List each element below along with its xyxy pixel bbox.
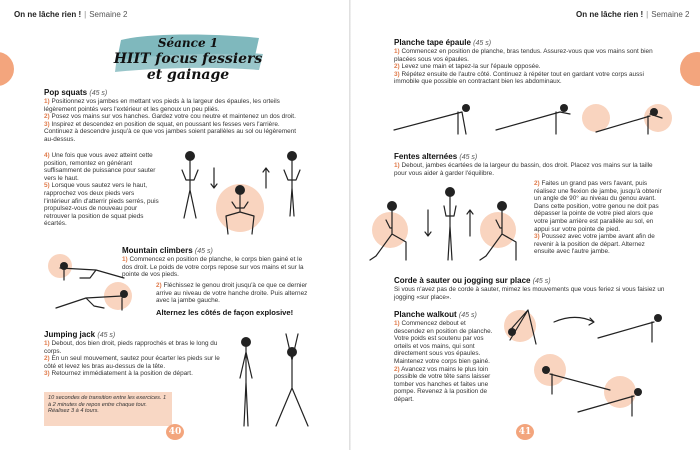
page-number-left: 40	[166, 424, 184, 440]
exercise-title-planche-tape-epaule: Planche tape épaule (45 s)	[394, 38, 492, 47]
side-tab-decoration	[680, 52, 700, 86]
jumping-jack-steps	[44, 340, 220, 378]
step: 1) Commencez en position de planche, bras tendus. Assurez-vous que vos mains sont bien placées sous vos épaules.	[394, 48, 653, 63]
exercise-title-jumping-jack: Jumping jack (45 s)	[44, 330, 116, 339]
step: 2) Levez une main et tapez-la sur l'épaule opposée.	[394, 63, 541, 71]
jumping-jack-illustration	[228, 330, 318, 434]
figure-plank-a	[598, 314, 662, 342]
page-header-left	[14, 10, 127, 19]
step: 3) Inspirez et descendez en position de squat, en poussant les fesses vers l'arrière. Continuez à descendre jusqu'à ce que vos jambes soient parallèles au sol ou légèrement au-dessus.	[44, 120, 297, 143]
exercise-title-corde-a-sauter: Corde à sauter ou jogging sur place (45 s)	[394, 276, 551, 285]
side-tab-decoration	[0, 52, 14, 86]
pop-squats-illustration	[170, 148, 310, 240]
step: 3) Poussez avec votre jambe avant afin de revenir à la position de départ. Alternez ensuite avec l'autre jambe.	[534, 233, 655, 256]
pop-squats-steps-4-5	[44, 152, 160, 228]
step: 5) Lorsque vous sautez vers le haut, rapprochez vos deux pieds vers l'intérieur afin d'atterrir pieds serrés, puis propulsez-vous de nouveau pour retrouver la position de squat pieds écartés.	[44, 182, 159, 228]
exercise-title-pop-squats: Pop squats (45 s)	[44, 88, 108, 97]
step: 3) Retournez immédiatement à la position de départ.	[44, 370, 193, 378]
fentes-alternees-step-1	[394, 162, 666, 177]
header-title: On ne lâche rien !	[14, 10, 82, 19]
planche-tape-epaule-steps	[394, 48, 666, 86]
figure-arms-down	[240, 337, 252, 426]
transition-note-text: 10 secondes de transition entre les exercices. 1 à 2 minutes de repos entre chaque tour. Réalisez 3 à 4 tours.	[48, 395, 167, 415]
step: 2) Fléchissez le genou droit jusqu'à ce que ce dernier arrive au niveau de votre hanche droite. Puis alternez avec la jambe gauche.	[156, 282, 308, 305]
planche-tape-epaule-illustration	[386, 100, 676, 140]
page-header-right	[576, 10, 689, 19]
header-week: Semaine 2	[89, 10, 128, 19]
step: 1) Commencez en position de planche, le corps bien gainé et le dos droit. Le poids de votre corps repose sur vos mains et sur la pointe de vos pieds.	[122, 256, 304, 279]
pop-squats-steps-1-3	[44, 98, 306, 144]
session-title: Séance 1	[157, 36, 219, 50]
header-week: Semaine 2	[651, 10, 690, 19]
corde-a-sauter-text: Si vous n'avez pas de corde à sauter, mimez les mouvements que vous feriez si vous faisiez un jogging «sur place».	[394, 286, 665, 301]
step: 2) En un seul mouvement, sautez pour écarter les pieds sur le côté et levez les bras au-dessus de la tête.	[44, 355, 220, 370]
step: 1) Positionnez vos jambes en mettant vos pieds à la largeur des épaules, les orteils légèrement pointés vers l'extérieur et les genoux un peu pliés.	[44, 98, 280, 113]
transition-note	[44, 392, 172, 426]
page-number-right: 41	[516, 424, 534, 440]
mountain-climbers-emphasis: Alternez les côtés de façon explosive!	[156, 308, 294, 317]
planche-walkout-illustration	[498, 302, 670, 426]
step: 2) Posez vos mains sur vos hanches. Gardez votre cou neutre et maintenez un dos droit.	[44, 113, 296, 121]
step: 4) Une fois que vous avez atteint cette position, remontez en générant suffisamment de puissance pour sauter vers le haut.	[44, 152, 156, 182]
header-title: On ne lâche rien !	[576, 10, 644, 19]
exercise-title-fentes-alternees: Fentes alternées (45 s)	[394, 152, 478, 161]
header-separator: |	[646, 10, 649, 19]
figure-plank-1	[394, 104, 470, 134]
step: 3) Répétez ensuite de l'autre côté. Continuez à répéter tout en gardant votre corps aussi immobile que possible en contractant bien les abdominaux.	[394, 70, 644, 86]
step: 1) Debout, dos bien droit, pieds rapprochés et bras le long du corps.	[44, 340, 218, 355]
step: 2) Faites un grand pas vers l'avant, puis réalisez une flexion de jambe, jusqu'à obtenir un angle de 90° au niveau du genou avant. Dans cette position, votre genou ne doit pas dépasser la pointe de votre pied alors que votre jambe arrière est parallèle au sol, en appui sur votre pointe de pied.	[534, 180, 662, 233]
right-page	[350, 0, 700, 450]
mountain-climbers-illustration	[36, 252, 148, 318]
session-subtitle: HIIT focus fessiers et gainage	[113, 51, 263, 83]
header-separator: |	[84, 10, 87, 19]
fentes-alternees-steps-2-3	[534, 180, 666, 256]
figure-plank-2	[496, 104, 570, 134]
session-banner	[113, 30, 263, 83]
figure-arms-up	[276, 334, 308, 426]
figure-standing	[444, 187, 456, 260]
mountain-climbers-step-2	[156, 282, 308, 305]
figure-standing-left	[182, 151, 198, 218]
planche-walkout-steps	[394, 320, 494, 404]
exercise-title-mountain-climbers: Mountain climbers (45 s)	[122, 246, 213, 255]
fentes-alternees-illustration	[370, 186, 530, 266]
step: 1) Commencez debout et descendez en position de planche. Votre poids est soutenu par vos orteils et vos mains, qui sont directement sous vos épaules. Maintenez votre corps bien gainé.	[394, 320, 493, 365]
figure-jump	[284, 151, 300, 216]
step: 1) Debout, jambes écartées de la largeur du bassin, dos droit. Placez vos mains sur la taille pour vous aider à garder l'équilibre.	[394, 162, 653, 177]
exercise-title-planche-walkout: Planche walkout (45 s)	[394, 310, 477, 319]
mountain-climbers-step-1	[122, 256, 308, 279]
step: 2) Avancez vos mains le plus loin possible de votre tête sans laisser tomber vos hanches et faites une pompe. Revenez à la position de départ.	[394, 365, 491, 403]
